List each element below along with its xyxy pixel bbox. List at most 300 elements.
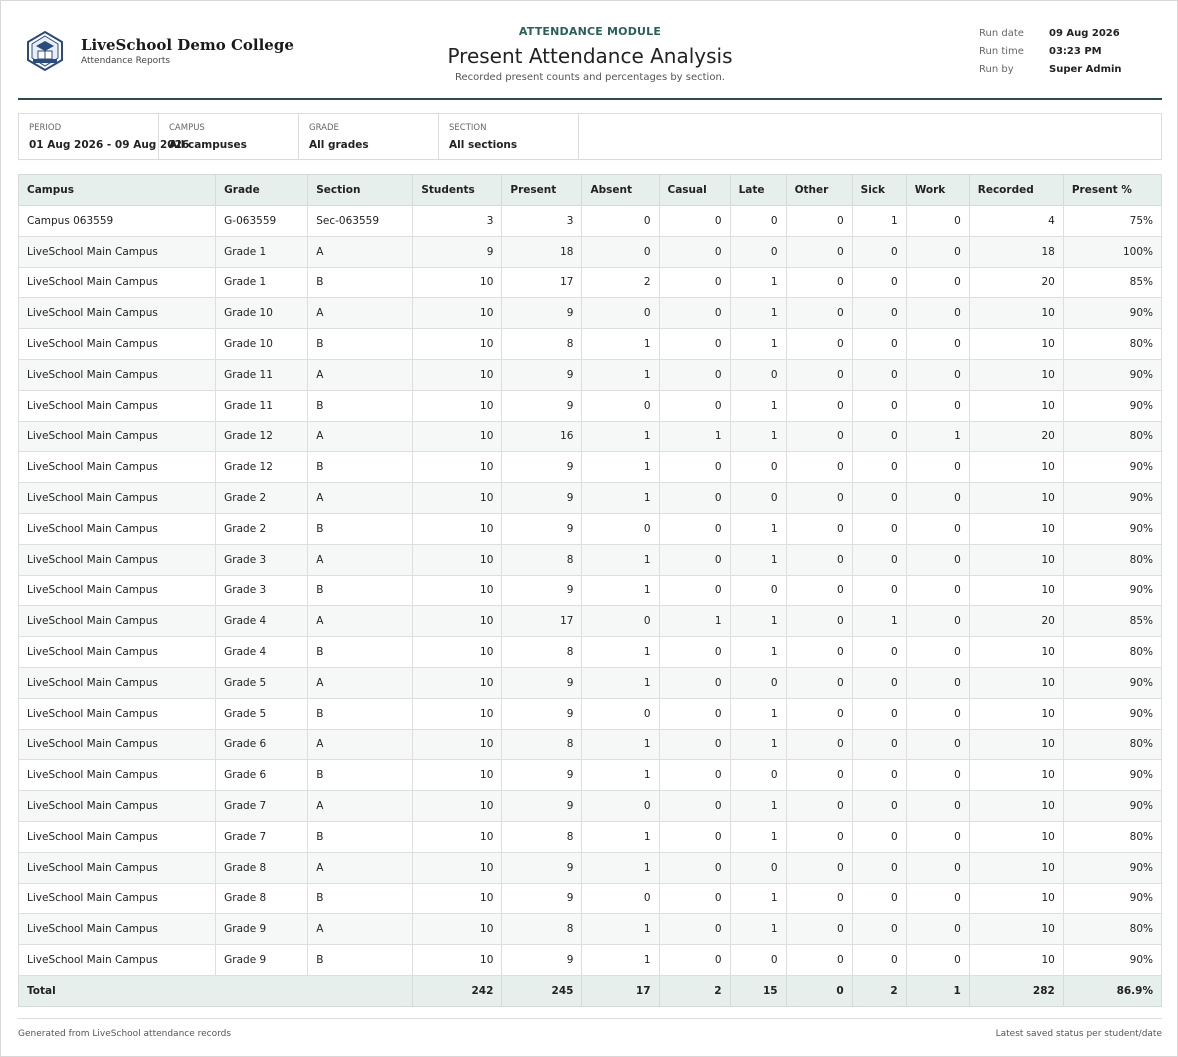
table-row — [19, 267, 1162, 298]
cell-section: B — [308, 329, 413, 360]
cell-late: 1 — [730, 544, 786, 575]
cell-section: A — [308, 359, 413, 390]
footer-status-note: Latest saved status per student/date — [995, 1029, 1162, 1039]
table-row — [19, 575, 1162, 606]
cell-casual: 0 — [659, 637, 730, 668]
table-total-row — [19, 975, 1162, 1006]
cell-sick: 0 — [852, 667, 906, 698]
cell-campus: LiveSchool Main Campus — [19, 945, 216, 976]
cell-other: 0 — [786, 914, 852, 945]
table-header-row — [19, 175, 1162, 206]
cell-absent: 0 — [582, 791, 659, 822]
cell-section: A — [308, 236, 413, 267]
column-header-casual: Casual — [659, 175, 730, 206]
cell-casual: 0 — [659, 359, 730, 390]
cell-present: 8 — [502, 637, 582, 668]
cell-recorded: 10 — [969, 452, 1063, 483]
cell-casual: 0 — [659, 390, 730, 421]
cell-section: A — [308, 298, 413, 329]
cell-present-percent: 80% — [1063, 914, 1161, 945]
cell-grade: Grade 3 — [216, 575, 308, 606]
cell-sick: 0 — [852, 883, 906, 914]
cell-grade: Grade 9 — [216, 914, 308, 945]
total-sick: 2 — [852, 975, 906, 1006]
cell-section: B — [308, 760, 413, 791]
cell-campus: LiveSchool Main Campus — [19, 883, 216, 914]
cell-casual: 0 — [659, 329, 730, 360]
table-body — [19, 206, 1162, 976]
cell-absent: 0 — [582, 236, 659, 267]
filter-section-value: All sections — [449, 139, 518, 151]
cell-sick: 0 — [852, 821, 906, 852]
cell-late: 1 — [730, 698, 786, 729]
cell-recorded: 18 — [969, 236, 1063, 267]
cell-late: 1 — [730, 390, 786, 421]
cell-absent: 1 — [582, 483, 659, 514]
cell-present: 8 — [502, 914, 582, 945]
cell-present: 8 — [502, 544, 582, 575]
filter-period-label: PERIOD — [29, 123, 62, 133]
cell-sick: 0 — [852, 575, 906, 606]
cell-campus: Campus 063559 — [19, 206, 216, 237]
cell-absent: 1 — [582, 421, 659, 452]
cell-absent: 0 — [582, 698, 659, 729]
cell-grade: Grade 11 — [216, 390, 308, 421]
run-date-value: 09 Aug 2026 — [1049, 28, 1120, 39]
run-by-value: Super Admin — [1049, 64, 1122, 75]
cell-students: 10 — [413, 914, 502, 945]
table-row — [19, 236, 1162, 267]
cell-campus: LiveSchool Main Campus — [19, 267, 216, 298]
cell-casual: 0 — [659, 760, 730, 791]
cell-sick: 0 — [852, 421, 906, 452]
cell-grade: Grade 8 — [216, 883, 308, 914]
table-row — [19, 698, 1162, 729]
filter-grade-value: All grades — [309, 139, 369, 151]
cell-campus: LiveSchool Main Campus — [19, 359, 216, 390]
cell-grade: Grade 11 — [216, 359, 308, 390]
cell-recorded: 10 — [969, 575, 1063, 606]
filter-campus — [159, 114, 299, 159]
table-row — [19, 298, 1162, 329]
filter-campus-label: CAMPUS — [169, 123, 205, 133]
total-label: Total — [19, 975, 413, 1006]
cell-late: 0 — [730, 483, 786, 514]
cell-other: 0 — [786, 760, 852, 791]
run-date-label: Run date — [979, 28, 1024, 39]
table-row — [19, 513, 1162, 544]
cell-section: A — [308, 606, 413, 637]
cell-other: 0 — [786, 329, 852, 360]
cell-present-percent: 90% — [1063, 945, 1161, 976]
cell-sick: 0 — [852, 483, 906, 514]
total-late: 15 — [730, 975, 786, 1006]
cell-absent: 1 — [582, 729, 659, 760]
cell-present-percent: 90% — [1063, 298, 1161, 329]
cell-casual: 0 — [659, 791, 730, 822]
cell-absent: 1 — [582, 329, 659, 360]
table-row — [19, 821, 1162, 852]
cell-present-percent: 90% — [1063, 667, 1161, 698]
cell-casual: 1 — [659, 606, 730, 637]
cell-work: 0 — [906, 236, 969, 267]
cell-sick: 0 — [852, 729, 906, 760]
table-row — [19, 390, 1162, 421]
cell-present-percent: 75% — [1063, 206, 1161, 237]
cell-recorded: 10 — [969, 821, 1063, 852]
cell-late: 1 — [730, 606, 786, 637]
cell-students: 10 — [413, 760, 502, 791]
cell-students: 10 — [413, 852, 502, 883]
cell-sick: 0 — [852, 298, 906, 329]
table-row — [19, 945, 1162, 976]
cell-section: A — [308, 914, 413, 945]
cell-casual: 0 — [659, 513, 730, 544]
cell-late: 0 — [730, 852, 786, 883]
cell-recorded: 10 — [969, 667, 1063, 698]
cell-grade: Grade 12 — [216, 452, 308, 483]
run-time-value: 03:23 PM — [1049, 46, 1102, 57]
cell-late: 0 — [730, 760, 786, 791]
cell-late: 0 — [730, 575, 786, 606]
cell-other: 0 — [786, 359, 852, 390]
table-row — [19, 883, 1162, 914]
cell-students: 10 — [413, 390, 502, 421]
cell-casual: 0 — [659, 729, 730, 760]
cell-recorded: 10 — [969, 914, 1063, 945]
table-row — [19, 544, 1162, 575]
cell-late: 1 — [730, 513, 786, 544]
cell-other: 0 — [786, 421, 852, 452]
cell-work: 0 — [906, 575, 969, 606]
cell-other: 0 — [786, 791, 852, 822]
cell-section: A — [308, 791, 413, 822]
cell-recorded: 10 — [969, 513, 1063, 544]
cell-work: 0 — [906, 729, 969, 760]
cell-campus: LiveSchool Main Campus — [19, 544, 216, 575]
cell-absent: 1 — [582, 821, 659, 852]
table-row — [19, 421, 1162, 452]
footer-source-note: Generated from LiveSchool attendance records — [18, 1029, 232, 1039]
cell-sick: 0 — [852, 267, 906, 298]
cell-campus: LiveSchool Main Campus — [19, 760, 216, 791]
column-header-sick: Sick — [852, 175, 906, 206]
cell-other: 0 — [786, 452, 852, 483]
cell-campus: LiveSchool Main Campus — [19, 914, 216, 945]
cell-late: 0 — [730, 667, 786, 698]
cell-late: 1 — [730, 421, 786, 452]
cell-casual: 0 — [659, 852, 730, 883]
column-header-work: Work — [906, 175, 969, 206]
cell-sick: 0 — [852, 791, 906, 822]
cell-other: 0 — [786, 298, 852, 329]
total-present-percent: 86.9% — [1063, 975, 1161, 1006]
cell-recorded: 20 — [969, 606, 1063, 637]
total-students: 242 — [413, 975, 502, 1006]
cell-grade: Grade 5 — [216, 698, 308, 729]
cell-other: 0 — [786, 606, 852, 637]
cell-present-percent: 80% — [1063, 729, 1161, 760]
cell-work: 0 — [906, 206, 969, 237]
cell-campus: LiveSchool Main Campus — [19, 390, 216, 421]
cell-present-percent: 90% — [1063, 698, 1161, 729]
cell-section: A — [308, 852, 413, 883]
cell-students: 10 — [413, 267, 502, 298]
table-row — [19, 329, 1162, 360]
cell-sick: 0 — [852, 359, 906, 390]
cell-present: 9 — [502, 883, 582, 914]
cell-section: A — [308, 667, 413, 698]
cell-absent: 0 — [582, 883, 659, 914]
cell-work: 0 — [906, 883, 969, 914]
cell-recorded: 10 — [969, 544, 1063, 575]
cell-section: Sec-063559 — [308, 206, 413, 237]
cell-recorded: 10 — [969, 883, 1063, 914]
cell-late: 1 — [730, 821, 786, 852]
cell-absent: 1 — [582, 852, 659, 883]
cell-present: 9 — [502, 760, 582, 791]
table-row — [19, 606, 1162, 637]
table-row — [19, 452, 1162, 483]
cell-present-percent: 90% — [1063, 359, 1161, 390]
cell-students: 10 — [413, 544, 502, 575]
total-recorded: 282 — [969, 975, 1063, 1006]
cell-work: 0 — [906, 298, 969, 329]
cell-late: 1 — [730, 298, 786, 329]
run-time-row — [979, 46, 1122, 64]
cell-absent: 0 — [582, 606, 659, 637]
cell-students: 10 — [413, 606, 502, 637]
cell-other: 0 — [786, 390, 852, 421]
column-header-students: Students — [413, 175, 502, 206]
filter-section-label: SECTION — [449, 123, 487, 133]
cell-section: B — [308, 821, 413, 852]
cell-recorded: 20 — [969, 421, 1063, 452]
cell-other: 0 — [786, 575, 852, 606]
cell-students: 10 — [413, 821, 502, 852]
column-header-grade: Grade — [216, 175, 308, 206]
cell-recorded: 10 — [969, 298, 1063, 329]
filter-section — [439, 114, 579, 159]
cell-present: 18 — [502, 236, 582, 267]
cell-other: 0 — [786, 637, 852, 668]
cell-grade: Grade 2 — [216, 513, 308, 544]
cell-students: 10 — [413, 667, 502, 698]
column-header-section: Section — [308, 175, 413, 206]
cell-recorded: 10 — [969, 483, 1063, 514]
cell-late: 0 — [730, 206, 786, 237]
cell-present-percent: 80% — [1063, 821, 1161, 852]
cell-students: 10 — [413, 329, 502, 360]
column-header-present-percent: Present % — [1063, 175, 1161, 206]
cell-present-percent: 80% — [1063, 544, 1161, 575]
cell-casual: 0 — [659, 821, 730, 852]
cell-present: 3 — [502, 206, 582, 237]
cell-sick: 0 — [852, 698, 906, 729]
cell-recorded: 10 — [969, 329, 1063, 360]
cell-sick: 0 — [852, 760, 906, 791]
cell-absent: 1 — [582, 914, 659, 945]
cell-other: 0 — [786, 544, 852, 575]
cell-casual: 0 — [659, 236, 730, 267]
cell-recorded: 20 — [969, 267, 1063, 298]
cell-present: 8 — [502, 821, 582, 852]
cell-campus: LiveSchool Main Campus — [19, 329, 216, 360]
filter-grade — [299, 114, 439, 159]
column-header-campus: Campus — [19, 175, 216, 206]
run-time-label: Run time — [979, 46, 1024, 57]
cell-students: 10 — [413, 945, 502, 976]
cell-work: 0 — [906, 513, 969, 544]
cell-grade: Grade 4 — [216, 606, 308, 637]
cell-other: 0 — [786, 698, 852, 729]
cell-casual: 0 — [659, 698, 730, 729]
table-row — [19, 914, 1162, 945]
cell-students: 10 — [413, 298, 502, 329]
cell-present-percent: 100% — [1063, 236, 1161, 267]
filter-campus-value: All campuses — [169, 139, 247, 151]
cell-present-percent: 90% — [1063, 883, 1161, 914]
cell-casual: 0 — [659, 667, 730, 698]
cell-late: 1 — [730, 883, 786, 914]
cell-absent: 1 — [582, 945, 659, 976]
cell-campus: LiveSchool Main Campus — [19, 606, 216, 637]
page-subtitle: Recorded present counts and percentages by section. — [455, 72, 725, 83]
cell-other: 0 — [786, 236, 852, 267]
cell-grade: Grade 3 — [216, 544, 308, 575]
cell-campus: LiveSchool Main Campus — [19, 298, 216, 329]
cell-recorded: 10 — [969, 390, 1063, 421]
cell-sick: 0 — [852, 544, 906, 575]
cell-sick: 0 — [852, 914, 906, 945]
cell-work: 0 — [906, 760, 969, 791]
cell-late: 1 — [730, 729, 786, 760]
cell-grade: Grade 6 — [216, 729, 308, 760]
cell-work: 0 — [906, 914, 969, 945]
cell-campus: LiveSchool Main Campus — [19, 236, 216, 267]
cell-work: 0 — [906, 852, 969, 883]
cell-grade: Grade 12 — [216, 421, 308, 452]
cell-present-percent: 85% — [1063, 606, 1161, 637]
cell-present: 9 — [502, 359, 582, 390]
run-info — [979, 28, 1122, 82]
cell-sick: 1 — [852, 606, 906, 637]
cell-students: 3 — [413, 206, 502, 237]
cell-present-percent: 90% — [1063, 483, 1161, 514]
cell-work: 0 — [906, 637, 969, 668]
cell-campus: LiveSchool Main Campus — [19, 791, 216, 822]
cell-work: 0 — [906, 359, 969, 390]
cell-casual: 0 — [659, 298, 730, 329]
cell-present: 9 — [502, 298, 582, 329]
cell-present: 9 — [502, 698, 582, 729]
cell-absent: 0 — [582, 390, 659, 421]
cell-absent: 1 — [582, 667, 659, 698]
cell-students: 10 — [413, 791, 502, 822]
table-row — [19, 852, 1162, 883]
cell-grade: G-063559 — [216, 206, 308, 237]
cell-work: 0 — [906, 267, 969, 298]
cell-students: 10 — [413, 729, 502, 760]
total-absent: 17 — [582, 975, 659, 1006]
cell-work: 0 — [906, 821, 969, 852]
cell-present: 8 — [502, 729, 582, 760]
column-header-present: Present — [502, 175, 582, 206]
cell-students: 10 — [413, 483, 502, 514]
page-title: Present Attendance Analysis — [447, 44, 733, 68]
cell-campus: LiveSchool Main Campus — [19, 821, 216, 852]
cell-present: 9 — [502, 945, 582, 976]
table-row — [19, 729, 1162, 760]
cell-grade: Grade 10 — [216, 298, 308, 329]
cell-absent: 0 — [582, 206, 659, 237]
cell-students: 10 — [413, 883, 502, 914]
total-other: 0 — [786, 975, 852, 1006]
cell-students: 10 — [413, 575, 502, 606]
cell-work: 0 — [906, 667, 969, 698]
cell-section: B — [308, 945, 413, 976]
cell-work: 0 — [906, 390, 969, 421]
cell-work: 0 — [906, 606, 969, 637]
cell-absent: 0 — [582, 513, 659, 544]
cell-section: A — [308, 729, 413, 760]
module-label: ATTENDANCE MODULE — [518, 25, 662, 38]
table-row — [19, 760, 1162, 791]
cell-grade: Grade 1 — [216, 267, 308, 298]
cell-work: 0 — [906, 452, 969, 483]
cell-casual: 0 — [659, 452, 730, 483]
cell-students: 10 — [413, 452, 502, 483]
table-row — [19, 359, 1162, 390]
cell-present-percent: 80% — [1063, 637, 1161, 668]
cell-present: 9 — [502, 791, 582, 822]
cell-casual: 0 — [659, 575, 730, 606]
total-work: 1 — [906, 975, 969, 1006]
cell-late: 1 — [730, 637, 786, 668]
cell-other: 0 — [786, 513, 852, 544]
cell-absent: 1 — [582, 544, 659, 575]
filter-summary — [18, 113, 1162, 160]
cell-campus: LiveSchool Main Campus — [19, 729, 216, 760]
cell-work: 0 — [906, 329, 969, 360]
cell-absent: 1 — [582, 760, 659, 791]
cell-section: B — [308, 390, 413, 421]
cell-absent: 1 — [582, 452, 659, 483]
cell-present: 8 — [502, 329, 582, 360]
cell-sick: 0 — [852, 945, 906, 976]
cell-work: 0 — [906, 544, 969, 575]
cell-casual: 0 — [659, 914, 730, 945]
cell-sick: 0 — [852, 236, 906, 267]
total-casual: 2 — [659, 975, 730, 1006]
cell-other: 0 — [786, 883, 852, 914]
cell-grade: Grade 1 — [216, 236, 308, 267]
cell-casual: 0 — [659, 267, 730, 298]
cell-absent: 1 — [582, 575, 659, 606]
cell-casual: 1 — [659, 421, 730, 452]
cell-present: 9 — [502, 390, 582, 421]
cell-other: 0 — [786, 267, 852, 298]
cell-section: A — [308, 544, 413, 575]
cell-section: B — [308, 883, 413, 914]
table-row — [19, 667, 1162, 698]
cell-present-percent: 80% — [1063, 421, 1161, 452]
table-row — [19, 791, 1162, 822]
cell-absent: 1 — [582, 637, 659, 668]
cell-grade: Grade 7 — [216, 821, 308, 852]
cell-present-percent: 90% — [1063, 760, 1161, 791]
cell-present-percent: 90% — [1063, 513, 1161, 544]
